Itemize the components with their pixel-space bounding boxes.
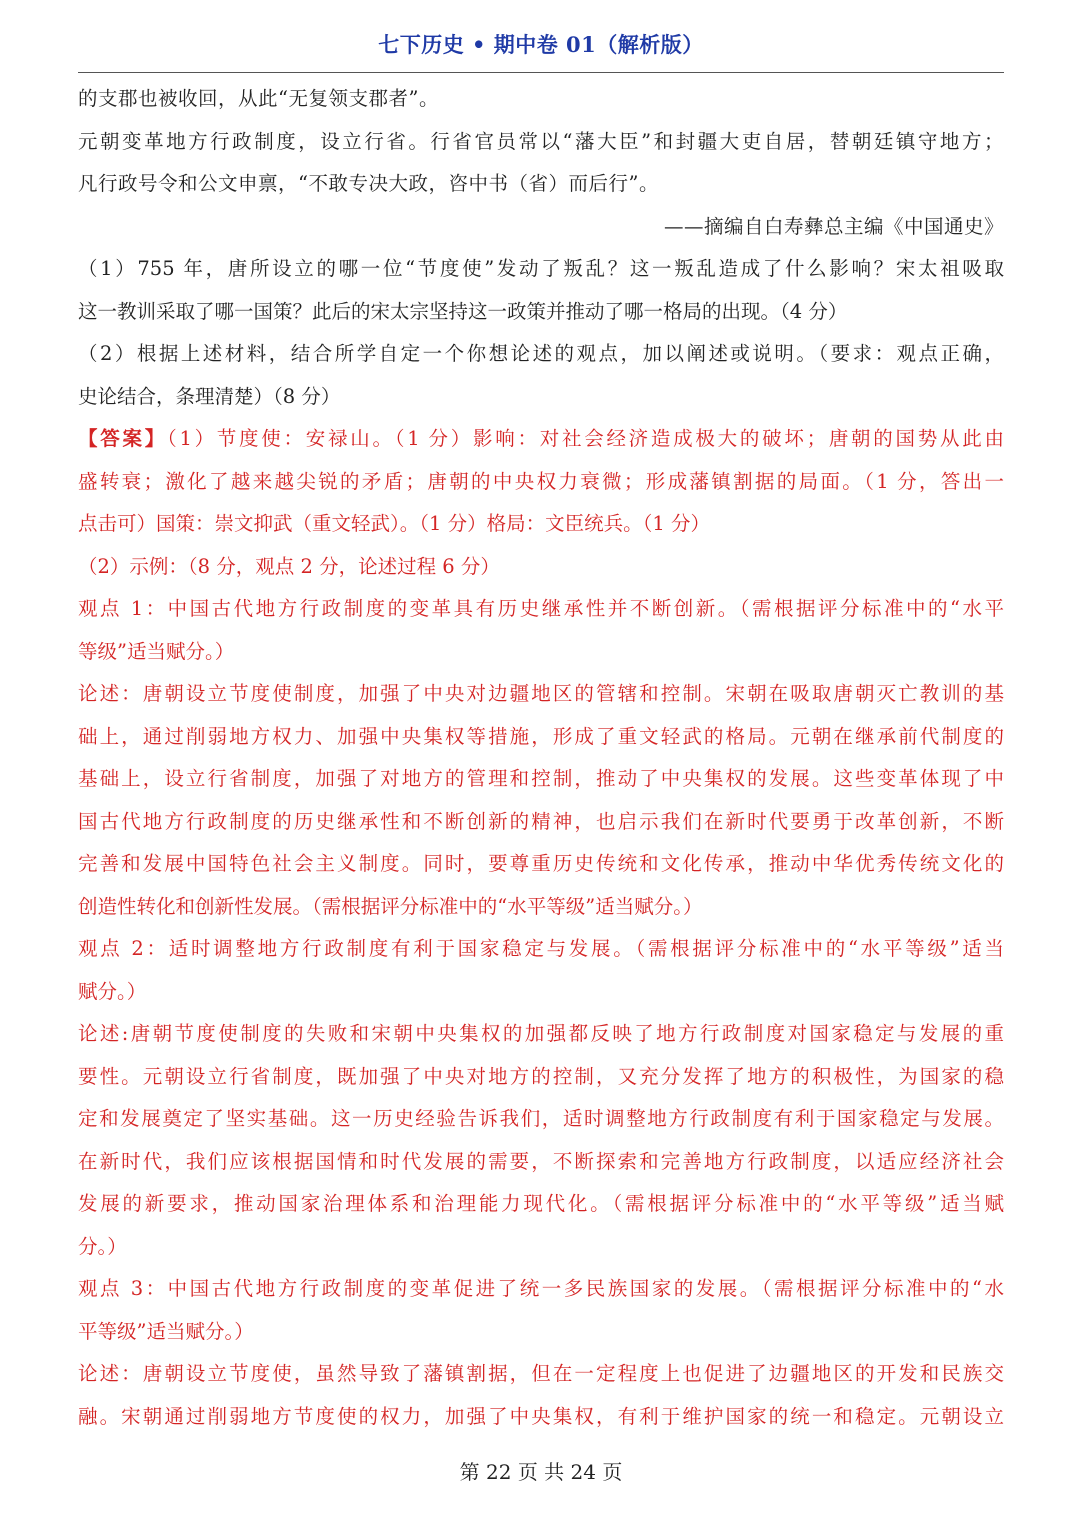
viewpoint-2-line: 赋分。） [78, 979, 147, 1003]
material-line: 凡行政号令和公文申禀，“不敢专决大政，咨中书（省）而后行”。 [78, 172, 659, 195]
answer-2-intro: （2）示例：（8 分，观点 2 分，论述过程 6 分） [78, 554, 500, 578]
discussion-3-line: 论述：唐朝设立节度使，虽然导致了藩镇割据，但在一定程度上也促进了边疆地区的开发和民族交 [78, 1362, 1004, 1385]
discussion-2-line: 分。） [78, 1234, 127, 1258]
page-number: 第 22 页 共 24 页 [459, 1460, 623, 1484]
discussion-1-line: 完善和发展中国特色社会主义制度。同时，要尊重历史传统和文化传承，推动中华优秀传统文化的 [78, 852, 1004, 875]
question-2-line: 史论结合，条理清楚）（8 分） [78, 384, 341, 408]
discussion-1-line: 论述：唐朝设立节度使制度，加强了中央对边疆地区的管辖和控制。宋朝在吸取唐朝灭亡教训的基 [78, 682, 1004, 705]
page-content [78, 78, 1004, 1438]
answer-1-line [78, 418, 1004, 461]
viewpoint-3-line: 观点 3：中国古代地方行政制度的变革促进了统一多民族国家的发展。（需根据评分标准中的“水 [78, 1277, 1004, 1300]
answer-1-text: （1）节度使：安禄山。（1 分）影响：对社会经济造成极大的破坏；唐朝的国势从此由 [166, 427, 1004, 450]
material-line: 元朝变革地方行政制度，设立行省。行省官员常以“藩大臣”和封疆大吏自居，替朝廷镇守地方； [78, 129, 1004, 153]
discussion-1-line: 础上，通过削弱地方权力、加强中央集权等措施，形成了重文轻武的格局。元朝在继承前代制度的 [78, 724, 1004, 748]
answer-label: 【答案】 [78, 427, 167, 450]
discussion-1-line: 国古代地方行政制度的历史继承性和不断创新的精神，也启示我们在新时代要勇于改革创新，不断 [78, 809, 1004, 833]
material-source: ——摘编自白寿彝总主编《中国通史》 [663, 214, 1004, 238]
answer-1-line: 点击可）国策：崇文抑武（重文轻武）。（1 分）格局：文臣统兵。（1 分） [78, 512, 710, 535]
viewpoint-2-line: 观点 2：适时调整地方行政制度有利于国家稳定与发展。（需根据评分标准中的“水平等级”适当 [78, 937, 1004, 960]
page-header-title: 七下历史 • 期中卷 01（解析版） [378, 32, 704, 57]
discussion-2-line: 要性。元朝设立行省制度，既加强了中央对地方的控制，又充分发挥了地方的积极性，为国家的稳 [78, 1064, 1004, 1088]
viewpoint-3-line: 平等级”适当赋分。） [78, 1319, 254, 1343]
discussion-1-line: 创造性转化和创新性发展。（需根据评分标准中的“水平等级”适当赋分。） [78, 894, 703, 918]
material-line: 的支郡也被收回，从此“无复领支郡者”。 [78, 87, 439, 110]
viewpoint-1-line: 等级”适当赋分。） [78, 639, 235, 663]
question-1-line: （1）755 年，唐所设立的哪一位“节度使”发动了叛乱？这一叛乱造成了什么影响？宋太祖吸取 [78, 257, 1004, 280]
discussion-1-line: 基础上，设立行省制度，加强了对地方的管理和控制，推动了中央集权的发展。这些变革体现了中 [78, 767, 1004, 790]
discussion-3-line: 融。宋朝通过削弱地方节度使的权力，加强了中央集权，有利于维护国家的统一和稳定。元朝设立 [78, 1404, 1004, 1428]
question-2-line: （2）根据上述材料，结合所学自定一个你想论述的观点，加以阐述或说明。（要求：观点正确， [78, 342, 1004, 365]
viewpoint-1-line: 观点 1：中国古代地方行政制度的变革具有历史继承性并不断创新。（需根据评分标准中的“水平 [78, 597, 1004, 620]
discussion-2-line: 在新时代，我们应该根据国情和时代发展的需要，不断探索和完善地方行政制度，以适应经济社会 [78, 1149, 1004, 1173]
answer-1-line: 盛转衰；激化了越来越尖锐的矛盾；唐朝的中央权力衰微；形成藩镇割据的局面。（1 分，答出一 [78, 469, 1004, 493]
question-1-line: 这一教训采取了哪一国策？此后的宋太宗坚持这一政策并推动了哪一格局的出现。（4 分） [78, 299, 848, 323]
discussion-2-line: 定和发展奠定了坚实基础。这一历史经验告诉我们，适时调整地方行政制度有利于国家稳定与发展。 [78, 1107, 1004, 1130]
header-divider [78, 72, 1004, 73]
discussion-2-line: 论述:唐朝节度使制度的失败和宋朝中央集权的加强都反映了地方行政制度对国家稳定与发展的重 [78, 1022, 1004, 1045]
discussion-2-line: 发展的新要求，推动国家治理体系和治理能力现代化。（需根据评分标准中的“水平等级”适当赋 [78, 1192, 1004, 1215]
